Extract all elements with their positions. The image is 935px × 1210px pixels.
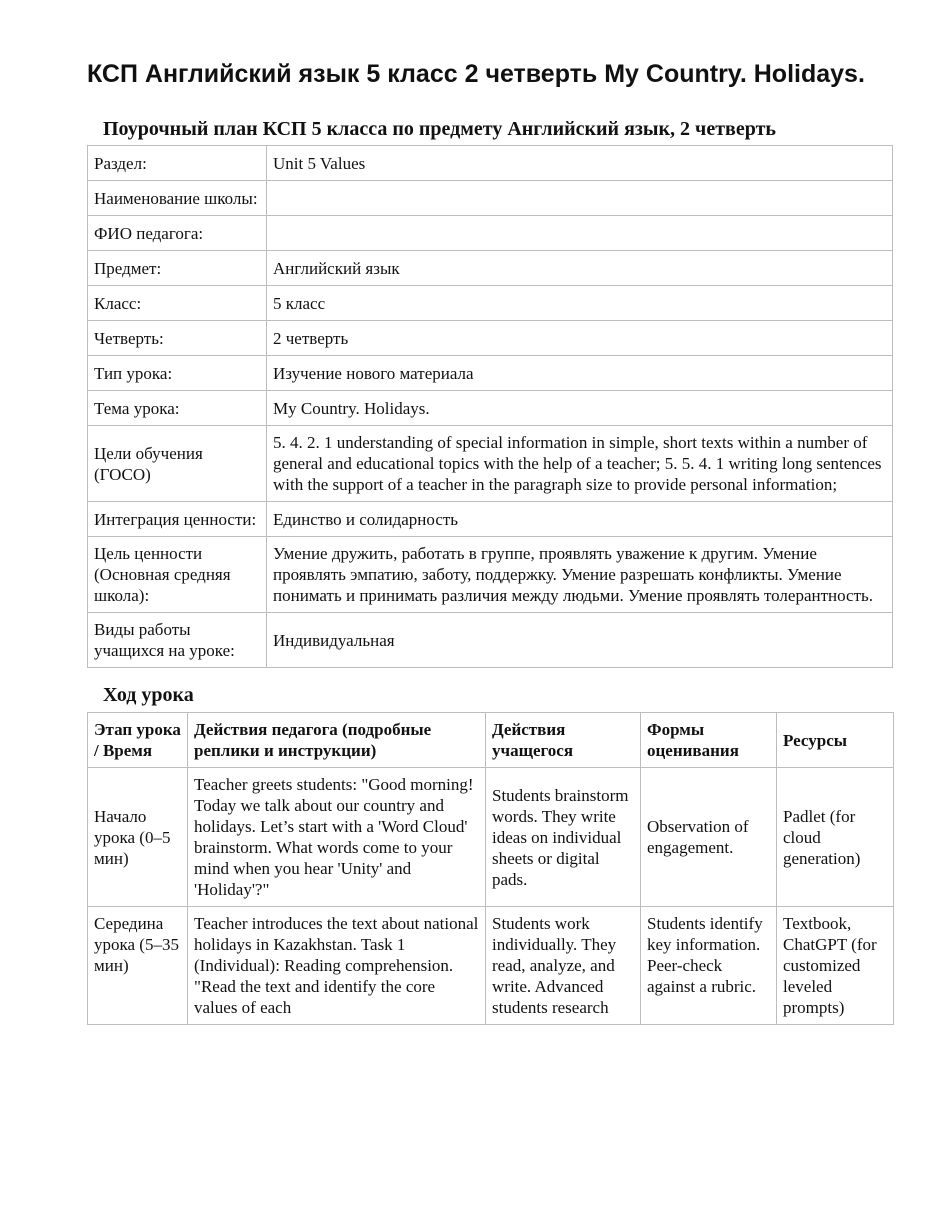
lesson-cell: Teacher greets students: "Good morning! Today we talk about our country and holidays. Let’s start with a 'Word Cloud' brainstorm. What words come to your mind when you hear 'Unity' and 'Holiday'?" xyxy=(188,768,486,907)
info-value: Индивидуальная xyxy=(267,613,893,668)
info-label: Наименование школы: xyxy=(88,181,267,216)
info-value xyxy=(267,181,893,216)
info-value: 5 класс xyxy=(267,286,893,321)
info-label: Класс: xyxy=(88,286,267,321)
info-value: My Country. Holidays. xyxy=(267,391,893,426)
info-row xyxy=(88,321,893,356)
info-label: Раздел: xyxy=(88,146,267,181)
info-row xyxy=(88,613,893,668)
document-title: КСП Английский язык 5 класс 2 четверть My Country. Holidays. xyxy=(87,60,865,88)
info-value: 2 четверть xyxy=(267,321,893,356)
lesson-row xyxy=(88,907,894,1025)
lesson-column-header: Формы оценивания xyxy=(641,713,777,768)
lesson-header-row xyxy=(88,713,894,768)
info-value: Единство и солидарность xyxy=(267,502,893,537)
lesson-cell: Teacher introduces the text about national holidays in Kazakhstan. Task 1 (Individual): Reading comprehension. "Read the text and identify the core values of each xyxy=(188,907,486,1025)
plan-heading: Поурочный план КСП 5 класса по предмету Английский язык, 2 четверть xyxy=(103,118,776,140)
info-label: Четверть: xyxy=(88,321,267,356)
lesson-column-header: Действия учащегося xyxy=(486,713,641,768)
info-value: 5. 4. 2. 1 understanding of special information in simple, short texts within a number of general and educational topics with the help of a teacher; 5. 5. 4. 1 writing long sentences with the support of a teacher in the paragraph size to provide personal information; xyxy=(267,426,893,502)
info-row xyxy=(88,251,893,286)
info-value: Английский язык xyxy=(267,251,893,286)
lesson-info-table xyxy=(87,145,893,668)
lesson-row xyxy=(88,768,894,907)
lesson-progress-table xyxy=(87,712,894,1025)
lesson-cell: Padlet (for cloud generation) xyxy=(777,768,894,907)
info-value: Изучение нового материала xyxy=(267,356,893,391)
info-label: Интеграция ценности: xyxy=(88,502,267,537)
lesson-column-header: Действия педагога (подробные реплики и инструкции) xyxy=(188,713,486,768)
info-label: ФИО педагога: xyxy=(88,216,267,251)
info-value xyxy=(267,216,893,251)
lesson-cell: Textbook, ChatGPT (for customized leveled prompts) xyxy=(777,907,894,1025)
info-row xyxy=(88,356,893,391)
lesson-cell: Students work individually. They read, analyze, and write. Advanced students research xyxy=(486,907,641,1025)
info-row xyxy=(88,216,893,251)
lesson-progress-heading: Ход урока xyxy=(103,684,194,706)
info-label: Цели обучения (ГОСО) xyxy=(88,426,267,502)
lesson-column-header: Ресурсы xyxy=(777,713,894,768)
lesson-column-header: Этап урока / Время xyxy=(88,713,188,768)
lesson-cell: Students identify key information. Peer-check against a rubric. xyxy=(641,907,777,1025)
info-row xyxy=(88,181,893,216)
info-value: Умение дружить, работать в группе, проявлять уважение к другим. Умение проявлять эмпатию, заботу, поддержку. Умение разрешать конфликты. Умение понимать и принимать различия между людьми. Умение проявлять толерантность. xyxy=(267,537,893,613)
info-label: Тип урока: xyxy=(88,356,267,391)
info-label: Предмет: xyxy=(88,251,267,286)
info-row xyxy=(88,502,893,537)
info-label: Тема урока: xyxy=(88,391,267,426)
info-row xyxy=(88,391,893,426)
info-row xyxy=(88,537,893,613)
lesson-cell: Середина урока (5–35 мин) xyxy=(88,907,188,1025)
info-value: Unit 5 Values xyxy=(267,146,893,181)
info-label: Цель ценности (Основная средняя школа): xyxy=(88,537,267,613)
lesson-cell: Observation of engagement. xyxy=(641,768,777,907)
document-page xyxy=(87,58,893,1025)
info-row xyxy=(88,286,893,321)
lesson-cell: Начало урока (0–5 мин) xyxy=(88,768,188,907)
info-label: Виды работы учащихся на уроке: xyxy=(88,613,267,668)
info-row xyxy=(88,426,893,502)
lesson-cell: Students brainstorm words. They write ideas on individual sheets or digital pads. xyxy=(486,768,641,907)
info-row xyxy=(88,146,893,181)
